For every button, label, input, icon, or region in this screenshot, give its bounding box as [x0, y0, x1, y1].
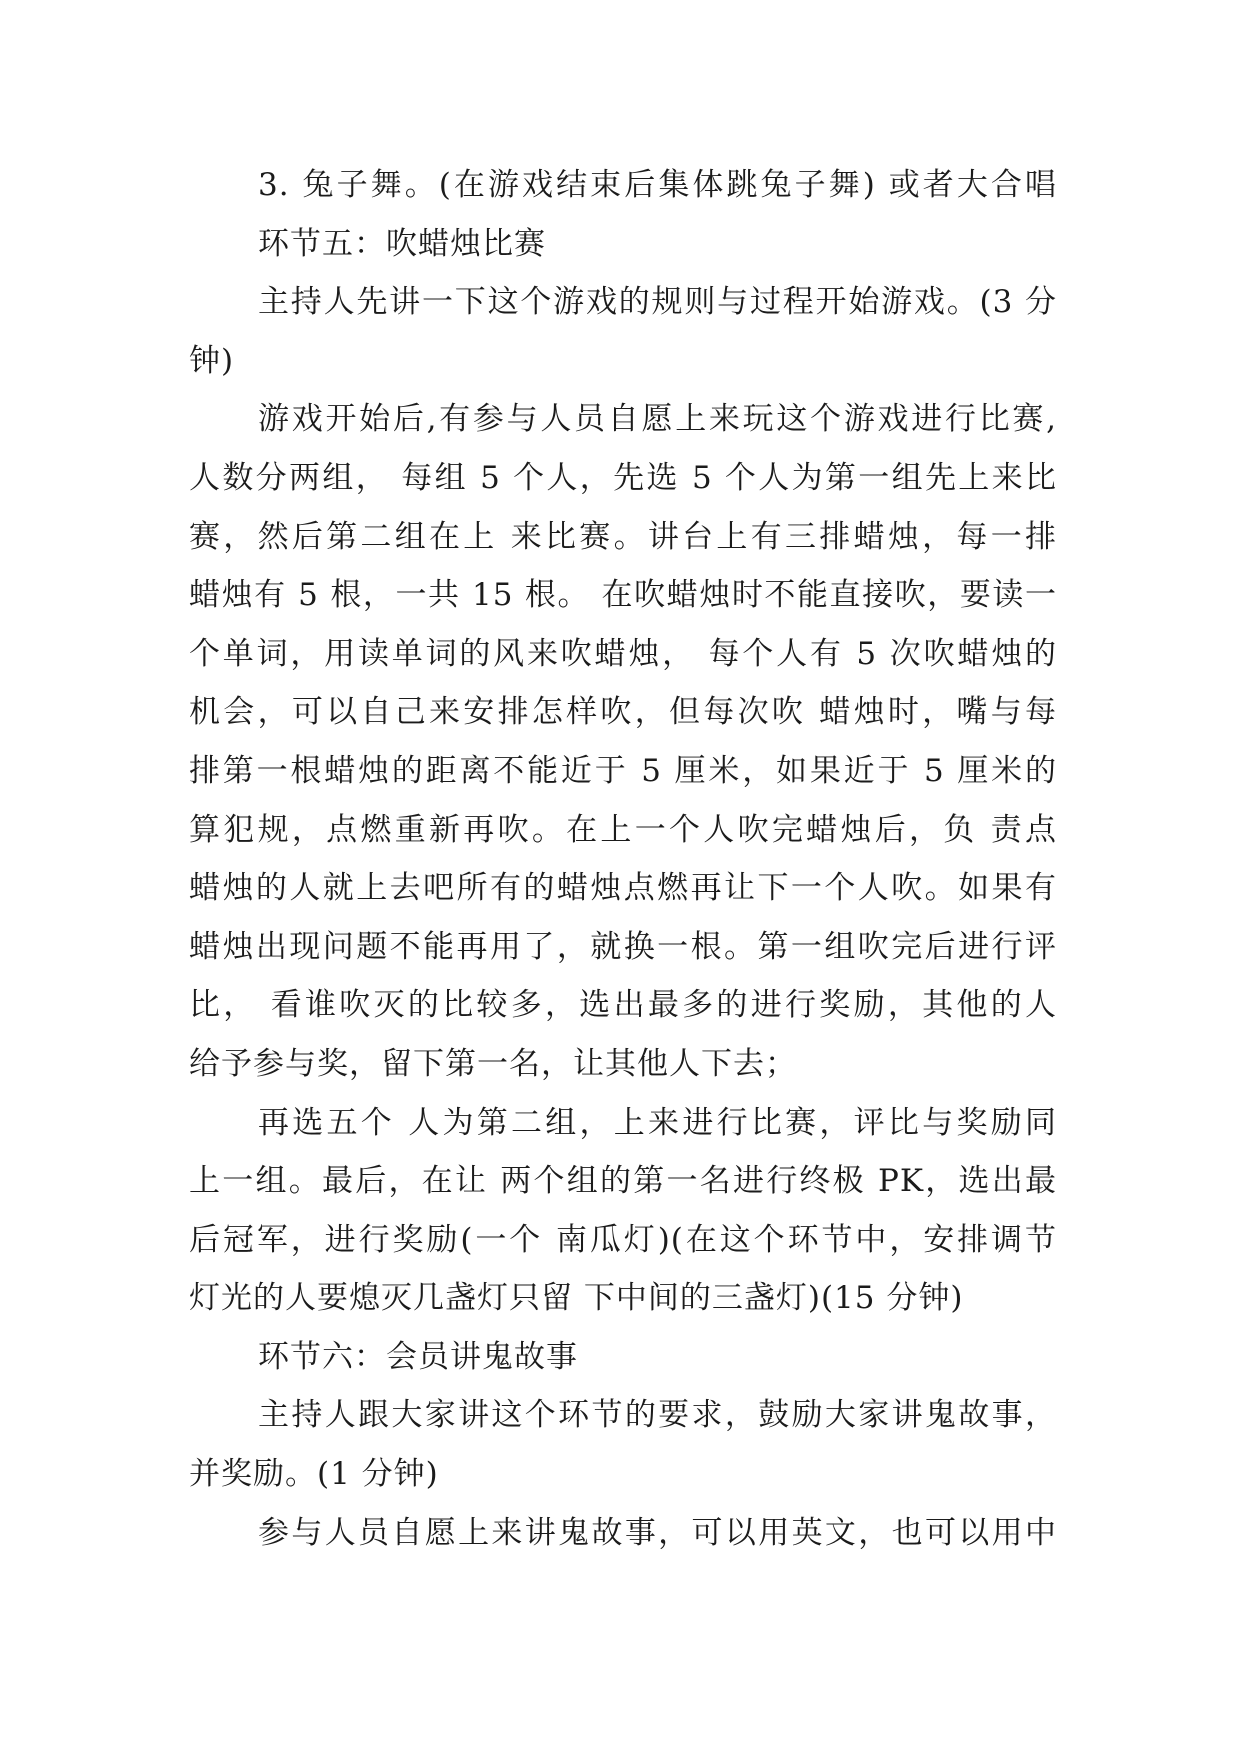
paragraph	[189, 273, 1057, 390]
paragraph	[189, 1386, 1057, 1503]
text-line: 赛，然后第二组在上 来比赛。讲台上有三排蜡烛，每一排	[189, 518, 1057, 555]
text-line: 后冠军，进行奖励(一个 南瓜灯)(在这个环节中，安排调节	[189, 1221, 1057, 1258]
text-line: 主持人跟大家讲这个环节的要求，鼓励大家讲鬼故事，	[258, 1397, 1057, 1434]
text-line: 蜡烛的人就上去吧所有的蜡烛点燃再让下一个人吹。如果有	[189, 870, 1057, 907]
text-line: 蜡烛有 5 根，一共 15 根。 在吹蜡烛时不能直接吹，要读一	[189, 577, 1057, 614]
section-heading: 环节六：会员讲鬼故事	[258, 1338, 578, 1375]
text-line: 个单词，用读单词的风来吹蜡烛， 每个人有 5 次吹蜡烛的	[189, 635, 1057, 672]
section-heading: 环节五：吹蜡烛比赛	[258, 225, 546, 262]
paragraph	[189, 390, 1057, 1093]
text-line: 蜡烛出现问题不能再用了，就换一根。第一组吹完后进行评	[189, 928, 1057, 965]
text-line: 钟)	[189, 342, 235, 379]
text-line: 排第一根蜡烛的距离不能近于 5 厘米，如果近于 5 厘米的	[189, 752, 1057, 789]
list-item	[189, 156, 1057, 215]
text-line: 给予参与奖，留下第一名，让其他人下去；	[189, 1045, 797, 1082]
text-line: 算犯规，点燃重新再吹。在上一个人吹完蜡烛后，负 责点	[189, 811, 1057, 848]
text-line: 游戏开始后,有参与人员自愿上来玩这个游戏进行比赛,	[258, 401, 1057, 438]
section-five	[189, 215, 1057, 1328]
text-line: 3. 兔子舞。(在游戏结束后集体跳兔子舞) 或者大合唱	[258, 167, 1057, 203]
text-line: 参与人员自愿上来讲鬼故事，可以用英文，也可以用中	[258, 1514, 1057, 1551]
page-body	[189, 156, 1057, 1562]
paragraph	[189, 1504, 1057, 1563]
text-line: 比， 看谁吹灭的比较多，选出最多的进行奖励，其他的人	[189, 987, 1057, 1024]
section-six	[189, 1328, 1057, 1562]
text-line: 上一组。最后，在让 两个组的第一名进行终极 PK，选出最	[189, 1163, 1057, 1200]
text-line: 机会，可以自己来安排怎样吹，但每次吹 蜡烛时，嘴与每	[189, 694, 1057, 731]
text-line: 主持人先讲一下这个游戏的规则与过程开始游戏。(3 分	[258, 284, 1057, 321]
paragraph	[189, 1094, 1057, 1328]
text-line: 人数分两组， 每组 5 个人，先选 5 个人为第一组先上来比	[189, 459, 1057, 496]
text-line: 再选五个 人为第二组，上来进行比赛，评比与奖励同	[258, 1104, 1057, 1141]
text-line: 灯光的人要熄灭几盏灯只留 下中间的三盏灯)(15 分钟)	[189, 1280, 964, 1317]
text-line: 并奖励。(1 分钟)	[189, 1456, 439, 1493]
